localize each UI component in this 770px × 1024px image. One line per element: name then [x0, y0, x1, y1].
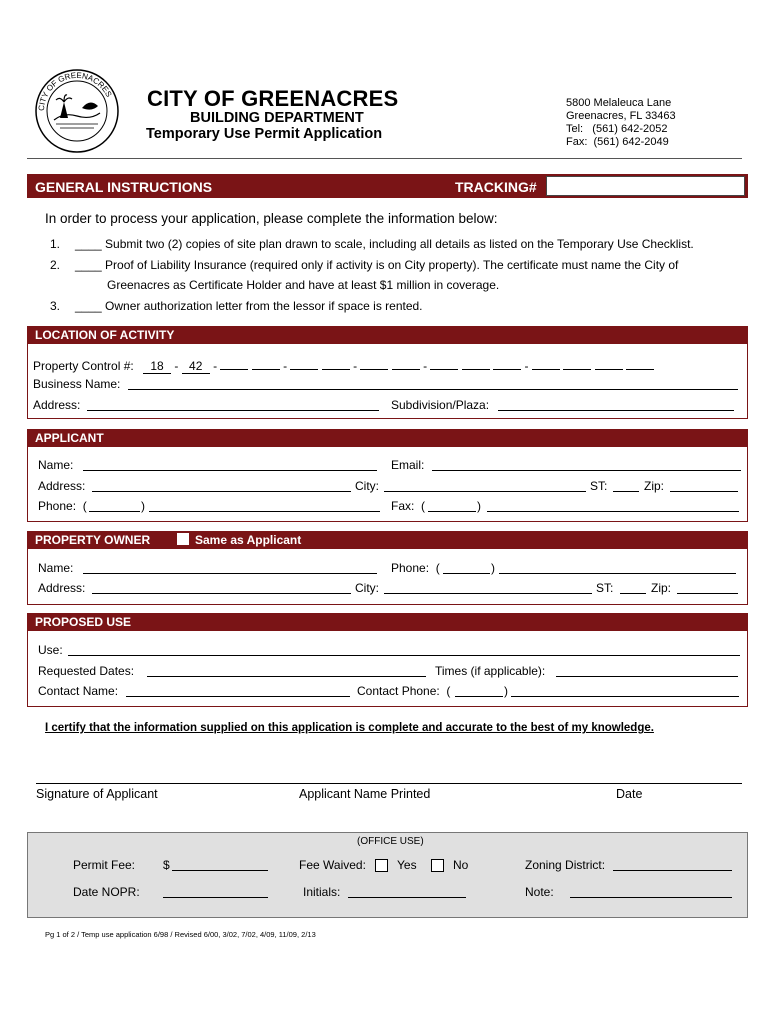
note-label: Note: [525, 885, 554, 899]
times-field[interactable] [556, 664, 738, 677]
page-footer: Pg 1 of 2 / Temp use application 6/98 / Revised 6/00, 3/02, 7/02, 4/09, 11/09, 2/13 [45, 930, 316, 939]
property-control-seg-13[interactable] [563, 357, 591, 370]
general-instructions-bar [27, 174, 748, 198]
owner-phone-paren: ) [491, 561, 495, 575]
property-control-seg-5[interactable] [290, 357, 318, 370]
property-control-seg-6[interactable] [322, 357, 350, 370]
property-control-seg-11[interactable] [493, 357, 521, 370]
property-control-seg-15[interactable] [626, 357, 654, 370]
property-control-seg-3[interactable] [220, 357, 248, 370]
property-owner-heading: PROPERTY OWNER [35, 533, 151, 547]
tracking-input[interactable] [546, 176, 745, 196]
subdivision-field[interactable] [498, 398, 734, 411]
property-control-seg-10[interactable] [462, 357, 490, 370]
instruction-number-2: 2. [50, 258, 61, 272]
tracking-label: TRACKING# [455, 179, 537, 195]
same-as-applicant-label: Same as Applicant [195, 533, 302, 547]
owner-phone-label: Phone: ( [391, 561, 440, 575]
property-control-seg-8[interactable] [392, 357, 420, 370]
signature-label: Signature of Applicant [36, 787, 158, 801]
owner-zip-field[interactable] [677, 581, 738, 594]
dollar-sign: $ [163, 858, 170, 872]
applicant-st-field[interactable] [613, 479, 639, 492]
zoning-district-field[interactable] [613, 858, 732, 871]
fee-waived-no-checkbox[interactable] [431, 859, 444, 872]
instructions-intro: In order to process your application, please complete the information below: [45, 211, 498, 226]
applicant-city-label: City: [355, 479, 379, 493]
department-name: BUILDING DEPARTMENT [190, 110, 364, 126]
times-label: Times (if applicable): [435, 664, 546, 678]
owner-st-label: ST: [596, 581, 614, 595]
office-use-heading: (OFFICE USE) [357, 836, 424, 847]
header-divider [27, 158, 742, 159]
fee-waived-no-label: No [453, 858, 469, 872]
applicant-city-field[interactable] [384, 479, 586, 492]
property-control-seg-9[interactable] [430, 357, 458, 370]
business-name-label: Business Name: [33, 377, 121, 391]
instruction-number-3: 3. [50, 299, 61, 313]
requested-dates-field[interactable] [147, 664, 426, 677]
applicant-heading: APPLICANT [35, 431, 104, 445]
owner-name-label: Name: [38, 561, 74, 575]
applicant-fax-field[interactable] [487, 499, 739, 512]
applicant-name-field[interactable] [83, 458, 377, 471]
same-as-applicant-checkbox[interactable] [177, 533, 189, 545]
applicant-phone-paren: ) [141, 499, 145, 513]
instruction-item-1: ____ Submit two (2) copies of site plan drawn to scale, including all details as listed on the Temporary Use Checklist. [75, 237, 694, 251]
signature-line[interactable] [36, 783, 742, 784]
applicant-zip-label: Zip: [644, 479, 665, 493]
use-label: Use: [38, 643, 63, 657]
property-owner-bar [27, 531, 748, 549]
owner-city-field[interactable] [384, 581, 592, 594]
address-street: 5800 Melaleuca Lane [566, 97, 672, 109]
general-instructions-heading: GENERAL INSTRUCTIONS [35, 179, 213, 195]
applicant-phone-label: Phone: ( [38, 499, 87, 513]
applicant-address-label: Address: [38, 479, 86, 493]
property-control-prefix-1[interactable]: 18 [143, 359, 171, 374]
owner-name-field[interactable] [83, 561, 377, 574]
contact-phone-area-field[interactable] [455, 684, 503, 697]
contact-name-label: Contact Name: [38, 684, 119, 698]
applicant-email-label: Email: [391, 458, 425, 472]
location-address-field[interactable] [87, 398, 379, 411]
owner-zip-label: Zip: [651, 581, 672, 595]
date-label: Date [616, 787, 643, 801]
initials-field[interactable] [348, 885, 466, 898]
property-control-seg-14[interactable] [595, 357, 623, 370]
city-seal-logo [34, 68, 120, 154]
form-title: Temporary Use Permit Application [146, 126, 383, 142]
instruction-item-2-continued: Greenacres as Certificate Holder and have at least $1 million in coverage. [107, 278, 500, 292]
applicant-fax-paren: ) [477, 499, 481, 513]
contact-phone-label: Contact Phone: ( [357, 684, 451, 698]
address-city: Greenacres, FL 33463 [566, 110, 676, 122]
property-control-seg-7[interactable] [360, 357, 388, 370]
applicant-bar [27, 429, 748, 447]
property-control-label: Property Control #: [33, 359, 134, 373]
applicant-name-printed-label: Applicant Name Printed [299, 787, 431, 801]
owner-st-field[interactable] [620, 581, 646, 594]
property-control-seg-4[interactable] [252, 357, 280, 370]
city-title: CITY OF GREENACRES [147, 86, 399, 111]
applicant-address-field[interactable] [92, 479, 351, 492]
contact-phone-paren: ) [504, 684, 508, 698]
fee-waived-yes-label: Yes [397, 858, 417, 872]
instruction-number-1: 1. [50, 237, 61, 251]
owner-phone-field[interactable] [499, 561, 736, 574]
owner-address-field[interactable] [92, 581, 351, 594]
subdivision-label: Subdivision/Plaza: [391, 398, 490, 412]
location-address-label: Address: [33, 398, 81, 412]
applicant-name-label: Name: [38, 458, 74, 472]
applicant-phone-area-field[interactable] [89, 499, 140, 512]
owner-address-label: Address: [38, 581, 86, 595]
fee-waived-label: Fee Waived: [299, 858, 366, 872]
date-nopr-label: Date NOPR: [73, 885, 140, 899]
applicant-fax-area-field[interactable] [428, 499, 476, 512]
same-as-applicant-option[interactable] [177, 533, 301, 547]
note-field[interactable] [570, 885, 732, 898]
use-field[interactable] [68, 643, 740, 656]
property-control-row: Property Control #: 18 - 42 - - - - - [33, 357, 654, 374]
location-heading: LOCATION OF ACTIVITY [35, 328, 175, 342]
instruction-item-2: ____ Proof of Liability Insurance (required only if activity is on City property). The certificate must name the City of [75, 258, 679, 272]
initials-label: Initials: [303, 885, 341, 899]
property-control-prefix-2[interactable]: 42 [182, 359, 210, 374]
contact-phone-field[interactable] [511, 684, 739, 697]
address-tel: Tel: (561) 642-2052 [566, 123, 668, 135]
certification-statement: I certify that the information supplied on this application is complete and accurate to the best of my knowledge. [45, 722, 654, 734]
contact-name-field[interactable] [126, 684, 350, 697]
property-control-seg-12[interactable] [532, 357, 560, 370]
location-bar [27, 326, 748, 344]
permit-fee-label: Permit Fee: [73, 858, 136, 872]
owner-city-label: City: [355, 581, 379, 595]
svg-text:CITY OF GREENACRES: CITY OF GREENACRES [36, 70, 114, 112]
applicant-phone-field[interactable] [149, 499, 380, 512]
applicant-email-field[interactable] [432, 458, 741, 471]
applicant-fax-label: Fax: ( [391, 499, 426, 513]
proposed-use-heading: PROPOSED USE [35, 615, 132, 629]
address-fax: Fax: (561) 642-2049 [566, 136, 669, 148]
applicant-st-label: ST: [590, 479, 608, 493]
applicant-zip-field[interactable] [670, 479, 738, 492]
requested-dates-label: Requested Dates: [38, 664, 135, 678]
fee-waived-yes-checkbox[interactable] [375, 859, 388, 872]
zoning-district-label: Zoning District: [525, 858, 606, 872]
business-name-field[interactable] [128, 377, 738, 390]
instruction-item-3: ____ Owner authorization letter from the lessor if space is rented. [75, 299, 423, 313]
owner-phone-area-field[interactable] [443, 561, 490, 574]
permit-fee-field[interactable] [172, 858, 268, 871]
proposed-use-bar [27, 613, 748, 631]
date-nopr-field[interactable] [163, 885, 268, 898]
